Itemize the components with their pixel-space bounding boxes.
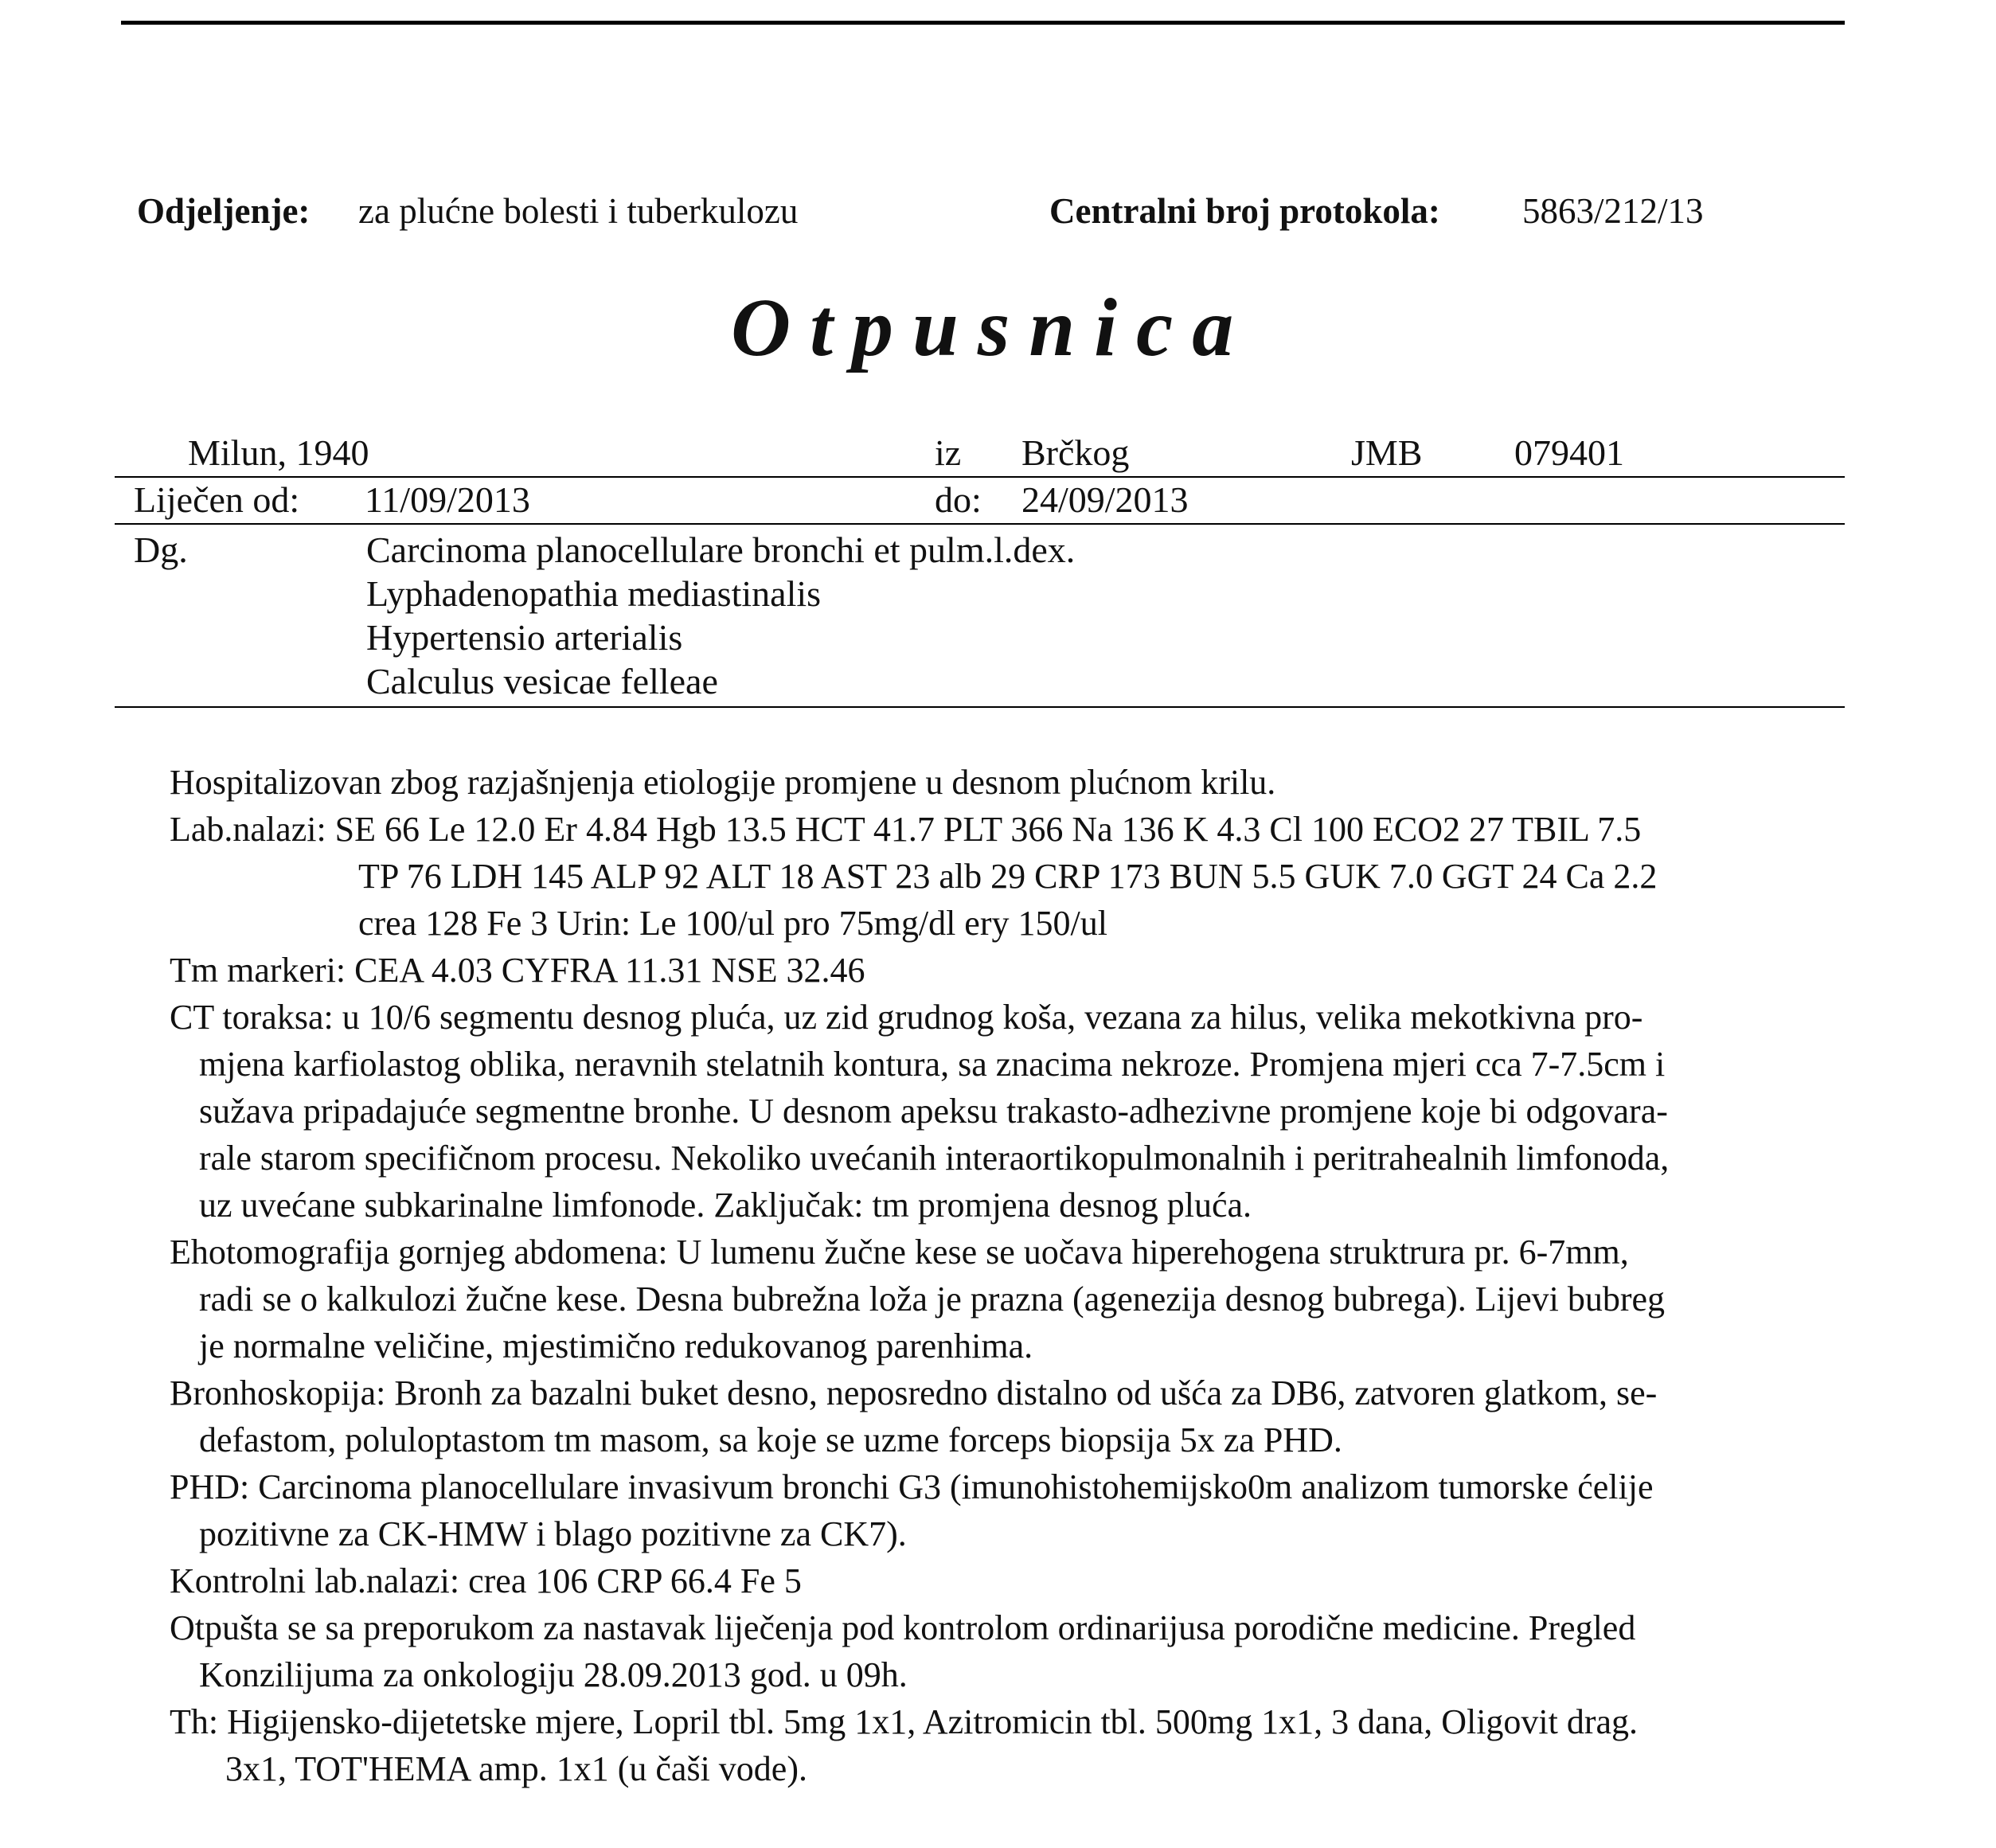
report-line: je normalne veličine, mjestimično redukovanog parenhima.: [199, 1326, 1033, 1365]
protocol-number: 5863/212/13: [1522, 191, 1704, 231]
report-line: sužava pripadajuće segmentne bronhe. U desnom apeksu trakasto-adhezivne promjene koje bi odgovara-: [199, 1092, 1668, 1131]
report-line: Konzilijuma za onkologiju 28.09.2013 god. u 09h.: [199, 1655, 908, 1694]
report-line: Otpušta se sa preporukom za nastavak liječenja pod kontrolom ordinarijusa porodične medicine. Pregled: [170, 1608, 1636, 1647]
jmb-label: JMB: [1351, 432, 1423, 473]
protocol-label: Centralni broj protokola:: [1049, 191, 1440, 231]
top-rule: [121, 21, 1845, 25]
report-line: mjena karfiolastog oblika, neravnih stelatnih kontura, sa znacima nekroze. Promjena mjeri cca 7-7.5cm i: [199, 1045, 1666, 1084]
diagnosis-rule: [115, 706, 1845, 708]
report-body: [170, 759, 1881, 1792]
lab-findings: [170, 806, 1881, 947]
treatment-row-rule: [115, 523, 1845, 525]
report-line: 3x1, TOT'HEMA amp. 1x1 (u čaši vode).: [225, 1749, 807, 1788]
diagnosis-line: Lyphadenopathia mediastinalis: [366, 573, 822, 614]
control-lab-findings: [170, 1557, 1881, 1604]
report-line: PHD: Carcinoma planocellulare invasivum bronchi G3 (imunohistohemijsko0m analizom tumorske ćelije: [170, 1467, 1654, 1506]
treated-from-value: 11/09/2013: [365, 479, 530, 520]
hospitalization-reason: [170, 759, 1881, 806]
report-line: radi se o kalkulozi žučne kese. Desna bubrežna loža je prazna (agenezija desnog bubrega). Lijevi bubreg: [199, 1280, 1666, 1319]
treated-from-label: Liječen od:: [134, 479, 300, 520]
report-line: Hospitalizovan zbog razjašnjenja etiologije promjene u desnom plućnom krilu.: [170, 763, 1276, 802]
diagnosis-line: Hypertensio arterialis: [366, 617, 683, 658]
therapy: [170, 1698, 1881, 1792]
report-line: Ehotomografija gornjeg abdomena: U lumenu žučne kese se uočava hiperehogena struktrura pr. 6-7mm,: [170, 1233, 1629, 1272]
department-label: Odjeljenje:: [137, 191, 311, 231]
origin-value: Brčkog: [1021, 432, 1130, 473]
pathohistology-findings: [170, 1463, 1881, 1557]
bronchoscopy-findings: [170, 1369, 1881, 1463]
diagnosis-label: Dg.: [134, 529, 188, 570]
report-line: Lab.nalazi: SE 66 Le 12.0 Er 4.84 Hgb 13.5 HCT 41.7 PLT 366 Na 136 K 4.3 Cl 100 ECO2 27 TBIL 7.5: [170, 810, 1642, 849]
report-line: defastom, poluloptastom tm masom, sa koje se uzme forceps biopsija 5x za PHD.: [199, 1420, 1342, 1459]
ct-findings: [170, 994, 1881, 1229]
origin-label: iz: [935, 432, 962, 473]
report-line: Bronhoskopija: Bronh za bazalni buket desno, neposredno distalno od ušća za DB6, zatvoren glatkom, se-: [170, 1373, 1658, 1412]
report-line: crea 128 Fe 3 Urin: Le 100/ul pro 75mg/dl ery 150/ul: [358, 904, 1107, 943]
treated-to-label: do:: [935, 479, 982, 520]
report-line: pozitivne za CK-HMW i blago pozitivne za CK7).: [199, 1514, 907, 1553]
patient-name-year: Milun, 1940: [188, 432, 369, 473]
report-line: Kontrolni lab.nalazi: crea 106 CRP 66.4 Fe 5: [170, 1561, 802, 1600]
report-line: TP 76 LDH 145 ALP 92 ALT 18 AST 23 alb 29 CRP 173 BUN 5.5 GUK 7.0 GGT 24 Ca 2.2: [358, 857, 1658, 896]
report-line: CT toraksa: u 10/6 segmentu desnog pluća, uz zid grudnog koša, vezana za hilus, velika mekotkivna pro-: [170, 998, 1643, 1037]
report-line: Tm markeri: CEA 4.03 CYFRA 11.31 NSE 32.46: [170, 951, 865, 990]
diagnosis-line: Calculus vesicae felleae: [366, 661, 718, 701]
report-line: Th: Higijensko-dijetetske mjere, Lopril tbl. 5mg 1x1, Azitromicin tbl. 500mg 1x1, 3 dana, Oligovit drag.: [170, 1702, 1639, 1741]
treated-to-value: 24/09/2013: [1021, 479, 1189, 520]
department-value: za plućne bolesti i tuberkulozu: [358, 191, 799, 231]
discharge-recommendation: [170, 1604, 1881, 1698]
patient-row-rule: [115, 476, 1845, 478]
report-line: rale starom specifičnom procesu. Nekoliko uvećanih interaortikopulmonalnih i peritrahealnih limfonoda,: [199, 1139, 1670, 1178]
tumor-markers: [170, 947, 1881, 994]
diagnosis-line: Carcinoma planocellulare bronchi et pulm.l.dex.: [366, 529, 1076, 570]
ultrasound-findings: [170, 1229, 1881, 1369]
jmb-value: 079401: [1514, 432, 1624, 473]
document-title: Otpusnica: [731, 282, 1253, 373]
report-line: uz uvećane subkarinalne limfonode. Zaključak: tm promjena desnog pluća.: [199, 1186, 1252, 1225]
